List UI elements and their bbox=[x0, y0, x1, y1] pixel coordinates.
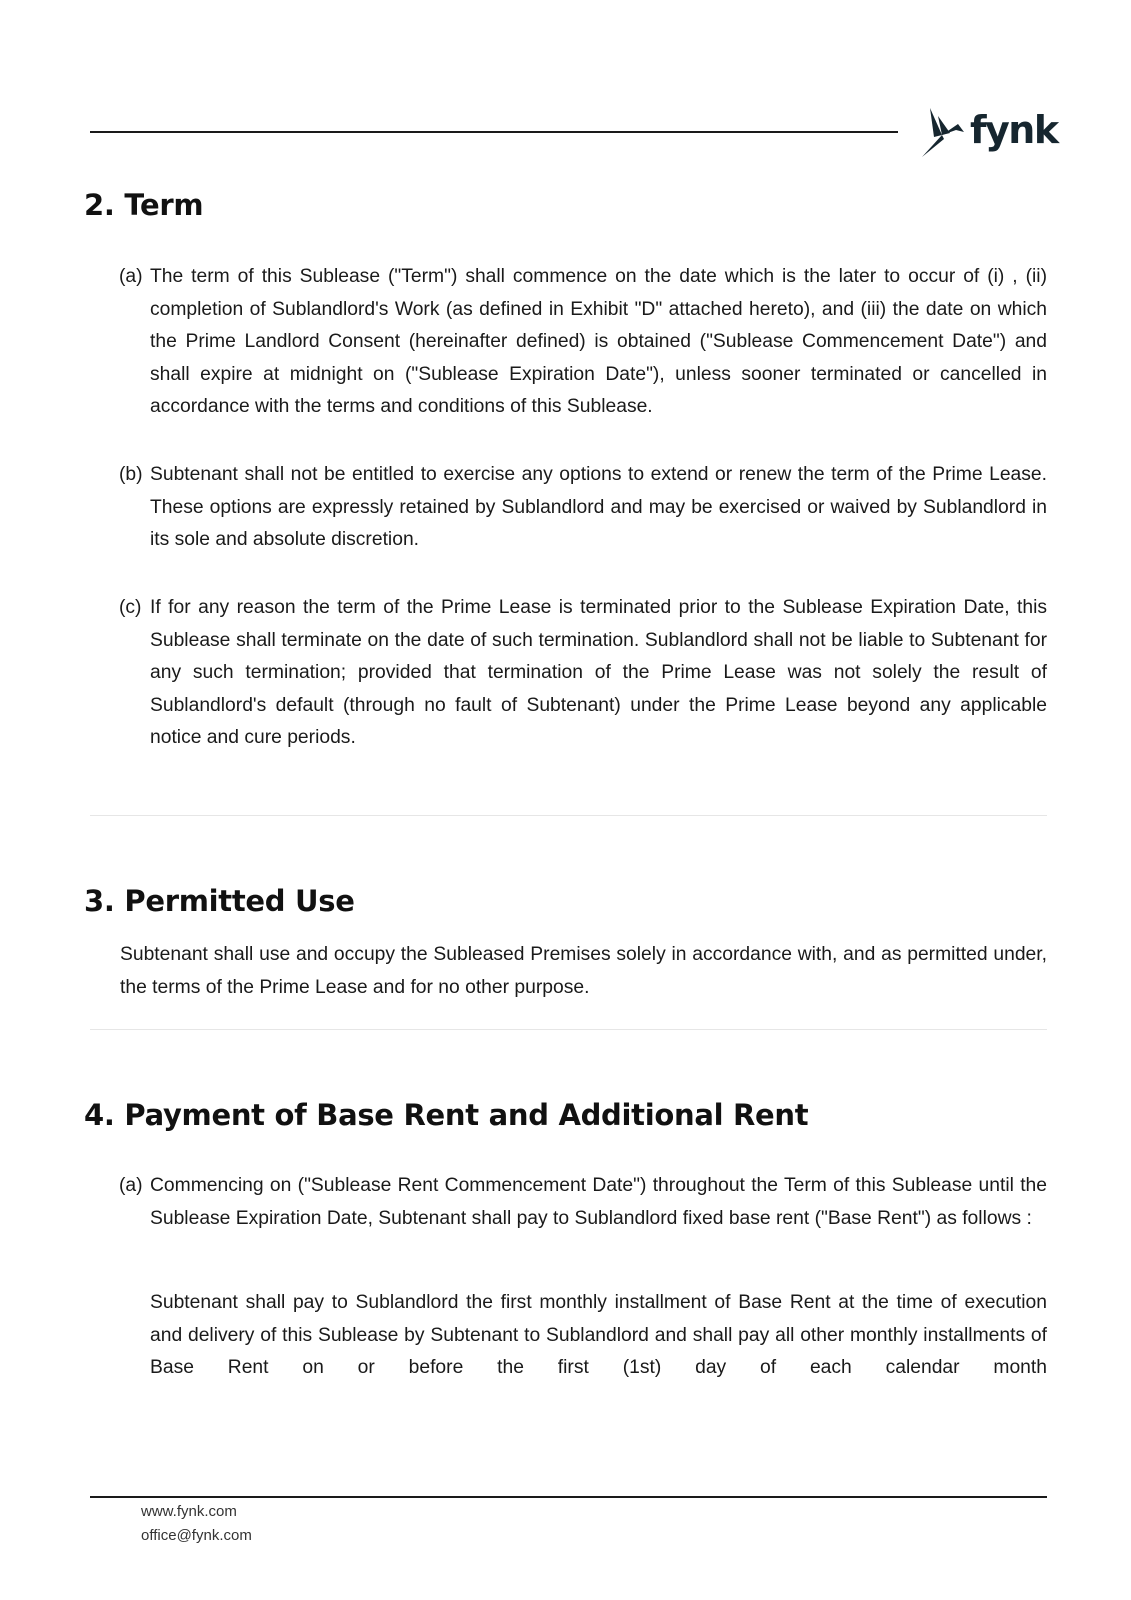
footer-rule bbox=[90, 1496, 1047, 1498]
brand-name: fynk bbox=[970, 108, 1058, 152]
footer-email[interactable]: office@fynk.com bbox=[141, 1527, 252, 1544]
item-label: (c) bbox=[119, 597, 142, 618]
item-label: (a) bbox=[119, 1175, 143, 1196]
item-text: Subtenant shall not be entitled to exercise any options to extend or renew the term of the Prime Lease. These options are expressly retained by Sublandlord and may be exercised or waived by Sublandlord in its sole and absolute discretion. bbox=[150, 464, 1047, 550]
section-divider bbox=[90, 815, 1047, 816]
rent-item-a bbox=[119, 1170, 1047, 1235]
rent-continuation-text: Subtenant shall pay to Sublandlord the first monthly installment of Base Rent at the time of execution and delivery of this Sublease by Subtenant to Sublandlord and shall pay all other monthly installments of Base Rent on or before the first (1st) day of each calendar month bbox=[150, 1292, 1047, 1378]
term-item-b bbox=[119, 459, 1047, 557]
item-label: (a) bbox=[119, 266, 143, 287]
term-item-a bbox=[119, 261, 1047, 424]
header-rule bbox=[90, 131, 898, 133]
item-text: The term of this Sublease ("Term") shall commence on the date which is the later to occur of (i) , (ii) completion of Sublandlord's Work (as defined in Exhibit "D" attached hereto), and (iii) the date on which the Prime Landlord Consent (hereinafter defined) is obtained ("Sublease Commencement Date") and shall expire at midnight on ("Sublease Expiration Date"), unless sooner terminated or cancelled in accordance with the terms and conditions of this Sublease. bbox=[150, 266, 1047, 417]
bird-logo-icon bbox=[920, 106, 966, 158]
section-title-term: 2. Term bbox=[84, 188, 204, 222]
section-divider bbox=[90, 1029, 1047, 1030]
item-text: If for any reason the term of the Prime Lease is terminated prior to the Sublease Expiration Date, this Sublease shall terminate on the date of such termination. Sublandlord shall not be liable to Subtenant for any such termination; provided that termination of the Prime Lease was not solely the result of Sublandlord's default (through no fault of Subtenant) under the Prime Lease beyond any applicable notice and cure periods. bbox=[150, 597, 1047, 748]
item-text: Commencing on ("Sublease Rent Commencement Date") throughout the Term of this Sublease until the Sublease Expiration Date, Subtenant shall pay to Sublandlord fixed base rent ("Base Rent") as follows : bbox=[150, 1175, 1047, 1229]
section-title-permitted-use: 3. Permitted Use bbox=[84, 884, 355, 918]
permitted-use-text: Subtenant shall use and occupy the Subleased Premises solely in accordance with, and as permitted under, the terms of the Prime Lease and for no other purpose. bbox=[120, 944, 1047, 998]
item-label: (b) bbox=[119, 464, 143, 485]
brand-logo bbox=[920, 106, 1058, 158]
term-item-c bbox=[119, 592, 1047, 755]
footer-website[interactable]: www.fynk.com bbox=[141, 1503, 237, 1520]
section-title-rent: 4. Payment of Base Rent and Additional Rent bbox=[84, 1098, 809, 1132]
